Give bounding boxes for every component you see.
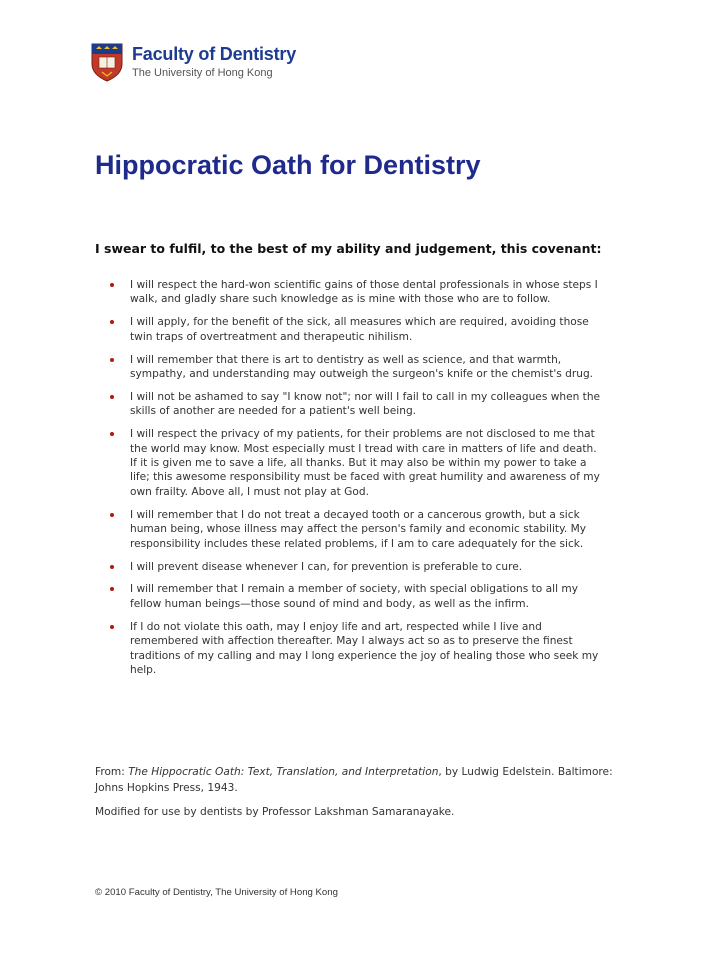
oath-item-9 xyxy=(110,620,605,678)
oath-item-5 xyxy=(110,427,605,499)
bullet-icon xyxy=(110,432,114,436)
oath-item-text: I will remember that there is art to dentistry as well as science, and that warmth, sympathy, and understanding may outweigh the surgeon's knife or the chemist's drug. xyxy=(130,353,594,381)
oath-item-1 xyxy=(110,278,605,307)
bullet-icon xyxy=(110,513,114,517)
source-citation xyxy=(95,764,635,796)
oath-item-text: I will prevent disease whenever I can, for prevention is preferable to cure. xyxy=(130,560,523,573)
oath-intro: I swear to fulfil, to the best of my ability and judgement, this covenant: xyxy=(95,241,602,256)
oath-list xyxy=(110,278,605,686)
oath-item-7 xyxy=(110,560,605,574)
bullet-icon xyxy=(110,395,114,399)
bullet-icon xyxy=(110,565,114,569)
university-name: The University of Hong Kong xyxy=(132,66,273,79)
document-title: Hippocratic Oath for Dentistry xyxy=(95,150,481,180)
university-crest-icon xyxy=(90,42,124,82)
oath-item-text: I will remember that I do not treat a decayed tooth or a cancerous growth, but a sick human being, whose illness may affect the person's family and economic stability. My responsibility includes these related problems, if I am to care adequately for the sick. xyxy=(130,508,586,550)
bullet-icon xyxy=(110,358,114,362)
faculty-logo xyxy=(90,42,296,82)
oath-item-2 xyxy=(110,315,605,344)
source-details: , by Ludwig Edelstein. Baltimore: Johns Hopkins Press, 1943. xyxy=(95,766,613,794)
source-work-title: The Hippocratic Oath: Text, Translation, and Interpretation xyxy=(128,766,439,778)
oath-item-text: If I do not violate this oath, may I enjoy life and art, respected while I live and remembered with affection thereafter. May I always act so as to preserve the finest traditions of my calling and may I long experience the joy of healing those who seek my help. xyxy=(130,620,599,676)
oath-item-text: I will respect the privacy of my patients, for their problems are not disclosed to me that the world may know. Most especially must I tread with care in matters of life and death. If it is given me to save a life, all thanks. But it may also be within my power to take a life; this awesome responsibility must be faced with great humility and awareness of my own frailty. Above all, I must not play at God. xyxy=(130,428,600,498)
modification-note: Modified for use by dentists by Professor Lakshman Samaranayake. xyxy=(95,806,455,818)
oath-item-text: I will not be ashamed to say "I know not"; nor will I fail to call in my colleagues when the skills of another are needed for a patient's well being. xyxy=(130,390,601,418)
bullet-icon xyxy=(110,320,114,324)
bullet-icon xyxy=(110,625,114,629)
oath-item-6 xyxy=(110,508,605,551)
oath-item-text: I will respect the hard-won scientific gains of those dental professionals in whose steps I walk, and gladly share such knowledge as is mine with those who are to follow. xyxy=(130,279,598,306)
oath-item-8 xyxy=(110,582,605,611)
copyright-footer: © 2010 Faculty of Dentistry, The University of Hong Kong xyxy=(95,887,338,898)
oath-item-4 xyxy=(110,390,605,419)
oath-item-3 xyxy=(110,353,605,382)
oath-item-text: I will apply, for the benefit of the sick, all measures which are required, avoiding those twin traps of overtreatment and therapeutic nihilism. xyxy=(130,316,589,343)
source-prefix: From: xyxy=(95,766,129,778)
oath-item-text: I will remember that I remain a member of society, with special obligations to all my fellow human beings—those sound of mind and body, as well as the infirm. xyxy=(130,583,578,610)
faculty-name: Faculty of Dentistry xyxy=(132,44,297,65)
bullet-icon xyxy=(110,283,114,287)
bullet-icon xyxy=(110,587,114,591)
